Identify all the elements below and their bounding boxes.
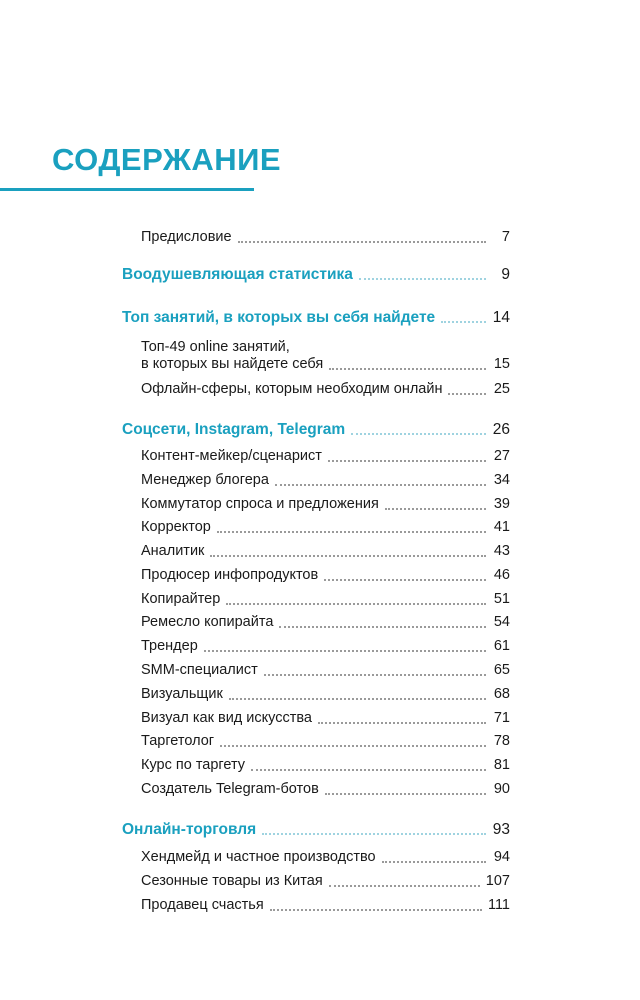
toc-entry[interactable] — [141, 757, 510, 774]
leader-dots — [385, 508, 486, 510]
toc-entry[interactable] — [141, 339, 510, 373]
toc-entry-page: 68 — [493, 686, 510, 702]
toc-entry[interactable] — [141, 733, 510, 750]
toc-entry-page: 51 — [493, 591, 510, 607]
toc-section[interactable] — [122, 421, 510, 438]
toc-entry-page: 46 — [493, 567, 510, 583]
toc-section-label: Воодушевляющая статистика — [122, 266, 353, 283]
toc-entry-page: 43 — [493, 543, 510, 559]
toc-entry[interactable] — [141, 229, 510, 246]
toc-entry[interactable] — [141, 591, 510, 608]
toc-entry[interactable] — [141, 472, 510, 489]
leader-dots — [448, 393, 486, 395]
toc-entry[interactable] — [141, 873, 510, 890]
page-title: СОДЕРЖАНИЕ — [52, 142, 282, 177]
leader-dots — [329, 368, 486, 370]
leader-dots — [279, 626, 486, 628]
toc-entry-label-line2: в которых вы найдете себя — [141, 356, 324, 372]
toc-entry-label: Сезонные товары из Китая — [141, 873, 323, 889]
leader-dots — [270, 909, 482, 911]
toc-entry[interactable] — [141, 543, 510, 560]
toc-entry[interactable] — [141, 638, 510, 655]
toc-entry-label: Корректор — [141, 519, 211, 535]
toc-section-label: Соцсети, Instagram, Telegram — [122, 421, 346, 438]
toc-entry-page: 78 — [493, 733, 510, 749]
leader-dots — [217, 531, 486, 533]
toc-entry-page: 7 — [501, 229, 510, 245]
toc-entry-label: Офлайн-сферы, которым необходим онлайн — [141, 381, 443, 397]
toc-entry[interactable] — [141, 448, 510, 465]
toc-section[interactable] — [122, 266, 510, 283]
toc-entry[interactable] — [141, 496, 510, 513]
toc-entry-label: SMM-специалист — [141, 662, 258, 678]
leader-dots — [325, 793, 486, 795]
toc-entry-label: Аналитик — [141, 543, 205, 559]
toc-entry-label: Визуальщик — [141, 686, 223, 702]
leader-dots — [262, 833, 486, 835]
toc-entry[interactable] — [141, 567, 510, 584]
leader-dots — [382, 861, 486, 863]
toc-entry-page: 61 — [493, 638, 510, 654]
toc-entry-page: 65 — [493, 662, 510, 678]
toc-entry-label: Продавец счастья — [141, 897, 264, 913]
toc-entry-label: Хендмейд и частное производство — [141, 849, 376, 865]
leader-dots — [226, 603, 486, 605]
toc-entry-label: Трендер — [141, 638, 198, 654]
toc-entry-page: 27 — [493, 448, 510, 464]
toc-entry[interactable] — [141, 519, 510, 536]
toc-entry-page: 90 — [493, 781, 510, 797]
toc-entry-label — [141, 339, 323, 373]
toc-entry-label: Менеджер блогера — [141, 472, 269, 488]
toc-entry-label: Коммутатор спроса и предложения — [141, 496, 379, 512]
toc-entry-label: Ремесло копирайта — [141, 614, 274, 630]
toc-entry-page: 34 — [493, 472, 510, 488]
toc-entry-page: 94 — [493, 849, 510, 865]
leader-dots — [324, 579, 486, 581]
toc-entry-page: 54 — [493, 614, 510, 630]
toc-section-label: Топ занятий, в которых вы себя найдете — [122, 309, 436, 326]
leader-dots — [275, 484, 486, 486]
toc-entry-page: 39 — [493, 496, 510, 512]
leader-dots — [229, 698, 486, 700]
toc-section[interactable] — [122, 309, 510, 326]
toc-entry[interactable] — [141, 710, 510, 727]
toc-section[interactable] — [122, 821, 510, 838]
toc-entry[interactable] — [141, 686, 510, 703]
leader-dots — [204, 650, 486, 652]
toc-entry-page: 111 — [487, 897, 510, 913]
leader-dots — [210, 555, 486, 557]
toc-entry-label-line1: Топ-49 online занятий, — [141, 339, 290, 355]
toc-entry-label: Визуал как вид искусства — [141, 710, 312, 726]
leader-dots — [441, 321, 486, 323]
toc-section-label: Онлайн-торговля — [122, 821, 257, 838]
toc-entry-page: 41 — [493, 519, 510, 535]
toc-entry-label: Продюсер инфопродуктов — [141, 567, 319, 583]
leader-dots — [318, 722, 486, 724]
toc-entry-label: Курс по таргету — [141, 757, 246, 773]
toc-entry-label: Контент-мейкер/сценарист — [141, 448, 322, 464]
toc-section-page: 93 — [492, 821, 510, 838]
toc-entry[interactable] — [141, 662, 510, 679]
toc-entry-page: 15 — [493, 356, 510, 372]
leader-dots — [351, 433, 486, 435]
toc-section-page: 9 — [501, 266, 510, 283]
toc-entry-page: 25 — [493, 381, 510, 397]
toc-entry[interactable] — [141, 849, 510, 866]
toc-entry-page: 107 — [485, 873, 510, 889]
leader-dots — [251, 769, 486, 771]
leader-dots — [220, 745, 486, 747]
toc-entry-label: Предисловие — [141, 229, 232, 245]
leader-dots — [329, 885, 480, 887]
toc-entry[interactable] — [141, 614, 510, 631]
leader-dots — [264, 674, 486, 676]
toc-entry[interactable] — [141, 781, 510, 798]
leader-dots — [238, 241, 486, 243]
toc-entry-label: Копирайтер — [141, 591, 221, 607]
toc-section-page: 26 — [492, 421, 510, 438]
leader-dots — [328, 460, 486, 462]
toc-entry[interactable] — [141, 897, 510, 914]
toc-entry-page: 71 — [493, 710, 510, 726]
toc-section-page: 14 — [492, 309, 510, 326]
toc-entry-page: 81 — [493, 757, 510, 773]
toc-entry-label: Создатель Telegram-ботов — [141, 781, 319, 797]
leader-dots — [359, 278, 486, 280]
toc-entry[interactable] — [141, 381, 510, 398]
toc-entry-label: Таргетолог — [141, 733, 215, 749]
